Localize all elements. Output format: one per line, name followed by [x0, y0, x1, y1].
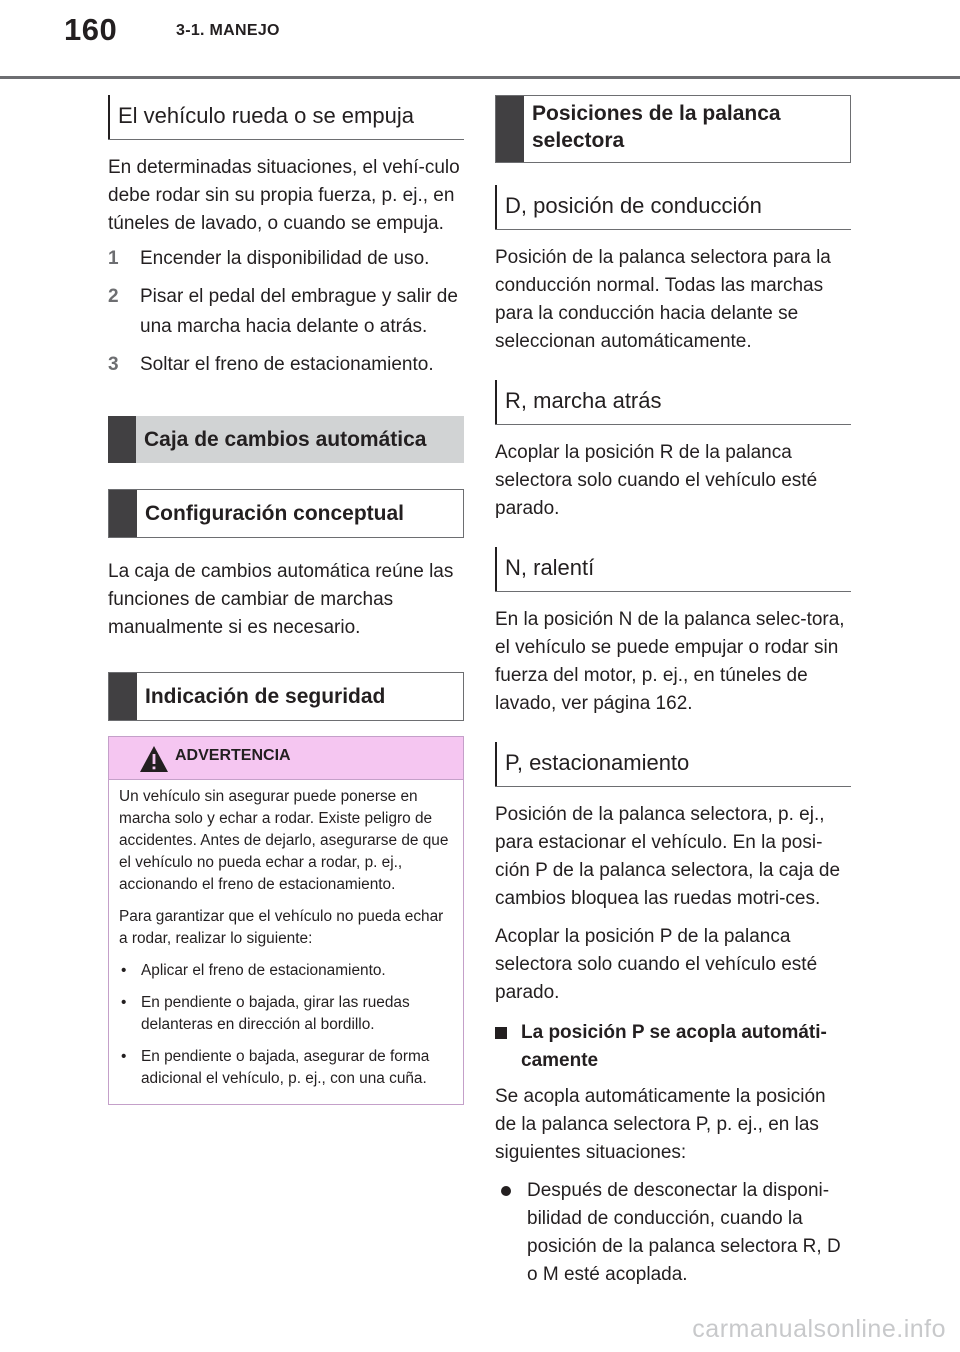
warning-paragraph: Un vehículo sin asegurar puede ponerse en marcha solo y echar a rodar. Existe peligro de accidentes. Antes de dejarlo, asegurarse de que el vehículo no pueda echar a rodar, p. ej., accionando el freno de estacionamiento.	[119, 788, 449, 893]
warning-header	[109, 737, 463, 780]
paragraph-rolling: En determinadas situaciones, el vehí-culo debe rodar sin su propia fuerza, p. ej., en túneles de lavado, o cuando se empuja.	[108, 157, 460, 234]
section-title: 3-1. MANEJO	[176, 22, 280, 39]
heading-concept: Configuración conceptual	[108, 489, 464, 538]
list-item: Después de desconectar la disponi-bilidad de conducción, cuando la posición de la palanca selectora R, D o M esté acoplada.	[495, 1177, 851, 1289]
paragraph-position-d: Posición de la palanca selectora para la conducción normal. Todas las marchas para la conducción hacia delante se seleccionan automáticamente.	[495, 247, 831, 352]
paragraph-auto-p: Se acopla automáticamente la posición de la palanca selectora P, p. ej., en las siguientes situaciones:	[495, 1086, 826, 1163]
heading-rolling: El vehículo rueda o se empuja	[108, 95, 464, 140]
heading-position-n: N, ralentí	[495, 547, 851, 592]
page-header	[0, 0, 960, 80]
warning-body	[109, 780, 463, 1104]
warning-paragraph: Para garantizar que el vehículo no pueda echar a rodar, realizar lo siguiente:	[119, 908, 444, 947]
page-number: 160	[64, 12, 118, 47]
heading-automatic-gearbox: Caja de cambios automática	[108, 416, 464, 463]
left-column	[108, 95, 464, 1105]
heading-position-p: P, estacionamiento	[495, 742, 851, 787]
heading-position-d: D, posición de conducción	[495, 185, 851, 230]
paragraph-concept: La caja de cambios automática reúne las funciones de cambiar de marchas manualmente si es necesario.	[108, 561, 454, 638]
warning-title: ADVERTENCIA	[175, 747, 291, 764]
square-bullet-icon	[495, 1027, 507, 1039]
watermark: carmanualsonline.info	[692, 1315, 946, 1343]
heading-safety: Indicación de seguridad	[108, 672, 464, 721]
heading-positions: Posiciones de la palanca selectora	[495, 95, 851, 163]
warning-list-item: • En pendiente o bajada, girar las ruedas delanteras en dirección al bordillo.	[121, 994, 410, 1033]
step-item: 3 Soltar el freno de estacionamiento.	[108, 354, 434, 375]
bullet-icon	[501, 1186, 511, 1196]
steps-list	[108, 244, 464, 380]
heading-position-r: R, marcha atrás	[495, 380, 851, 425]
right-column	[495, 95, 851, 1289]
paragraph-position-p: Posición de la palanca selectora, p. ej., para estacionar el vehículo. En la posi-ción P de la palanca selectora, la caja de cambios bloquea las ruedas motri-ces.	[495, 804, 841, 909]
paragraph-position-r: Acoplar la posición R de la palanca selectora solo cuando el vehículo esté parado.	[495, 442, 818, 519]
warning-triangle-icon	[139, 745, 169, 773]
step-item: 2 Pisar el pedal del embrague y salir de una marcha hacia delante o atrás.	[108, 286, 458, 337]
heading-bar	[108, 95, 110, 139]
paragraph-position-p-engage: Acoplar la posición P de la palanca selectora solo cuando el vehículo esté parado.	[495, 926, 818, 1003]
subheading-auto-p: La posición P se acopla automáti-camente	[495, 1019, 851, 1075]
paragraph-position-n: En la posición N de la palanca selec-tora, el vehículo se puede empujar o rodar sin fuerza del motor, p. ej., en túneles de lavado, ver página 162.	[495, 609, 845, 714]
warning-list-item: • Aplicar el freno de estacionamiento.	[121, 962, 386, 979]
step-item: 1 Encender la disponibilidad de uso.	[108, 248, 430, 269]
warning-box	[108, 736, 464, 1105]
warning-list-item: • En pendiente o bajada, asegurar de forma adicional el vehículo, p. ej., con una cuña.	[121, 1048, 430, 1087]
header-divider	[0, 76, 960, 79]
